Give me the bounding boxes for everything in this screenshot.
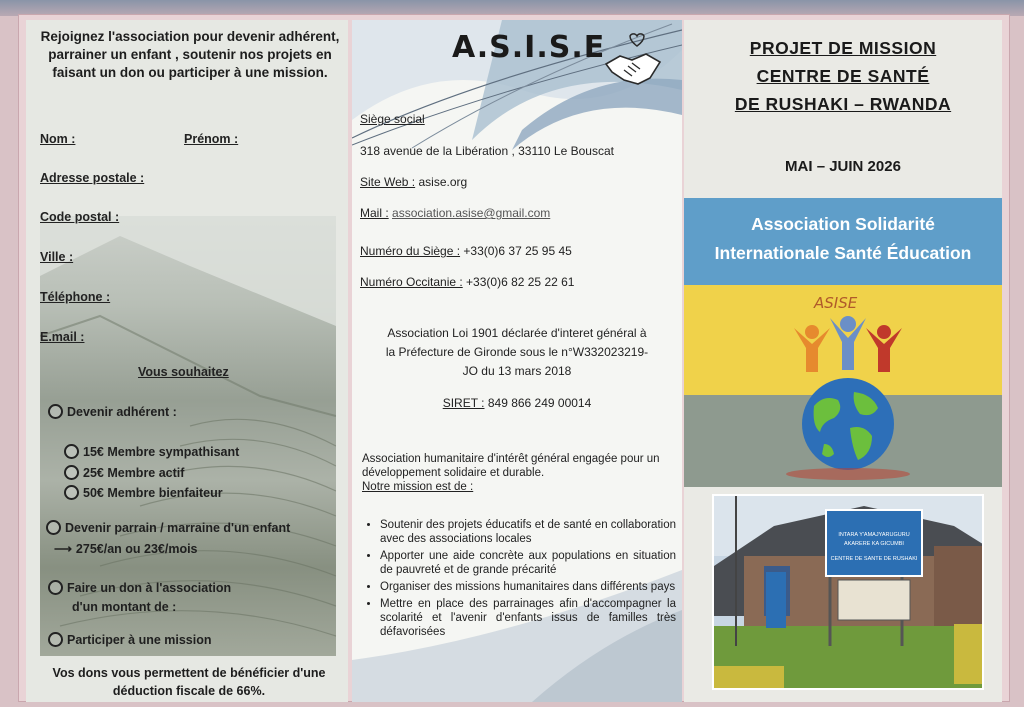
asise-logo-text: A.S.I.S.E <box>452 30 606 65</box>
radio-circle-icon <box>48 580 63 595</box>
radio-circle-icon <box>64 485 79 500</box>
prenom-label: Prénom : <box>184 132 239 146</box>
option-membre-actif[interactable] <box>64 465 184 480</box>
nom-label: Nom : <box>40 132 76 146</box>
assoc-legal-line3: JO du 13 mars 2018 <box>462 364 572 378</box>
option-don[interactable] <box>48 580 231 595</box>
option-adherent[interactable] <box>48 404 177 419</box>
option-adherent-label: Devenir adhérent : <box>67 404 177 419</box>
option-m3-label: 50€ Membre bienfaiteur <box>83 485 223 500</box>
asise-logo-label: ASISE <box>814 294 858 312</box>
telephone-label: Téléphone : <box>40 290 111 304</box>
option-mission-label: Participer à une mission <box>67 632 212 647</box>
arrow-right-icon: ⟶ <box>54 542 72 556</box>
project-title <box>684 34 1002 118</box>
siret-line <box>362 394 672 413</box>
num-siege-label: Numéro du Siège : <box>360 244 461 258</box>
list-item: • Mettre en place des parrainages afin d'accompagner la scolarité et l'avenir d'enfants issus de familles très défavorisées <box>380 597 676 639</box>
assoc-name-line2: Internationale Santé Éducation <box>714 243 972 263</box>
project-title-line3: DE RUSHAKI – RWANDA <box>734 94 952 114</box>
site-web-line <box>360 175 467 189</box>
option-parrain-label: Devenir parrain / marraine d'un enfant <box>65 520 291 535</box>
ville-label: Ville : <box>40 250 74 264</box>
radio-circle-icon <box>48 632 63 647</box>
num-occitanie-line <box>360 275 574 289</box>
association-name-band <box>684 198 1002 285</box>
site-link[interactable]: asise.org <box>418 175 468 189</box>
wish-title: Vous souhaitez <box>138 365 229 379</box>
option-m2-label: 25€ Membre actif <box>83 465 185 480</box>
radio-circle-icon <box>46 520 61 535</box>
siret-label: SIRET : <box>442 396 485 410</box>
num-occ-label: Numéro Occitanie : <box>360 275 463 289</box>
contact-panel <box>352 20 682 702</box>
list-item: • Organiser des missions humanitaires dans différents pays <box>380 580 676 594</box>
mission-block <box>362 452 680 494</box>
adresse-label: Adresse postale : <box>40 171 145 185</box>
health-center-image <box>714 496 984 690</box>
option-membre-bienfaiteur[interactable] <box>64 485 223 500</box>
mission-title: Notre mission est de : <box>362 481 474 493</box>
project-panel <box>684 20 1002 702</box>
assoc-name-line1: Association Solidarité <box>751 214 935 234</box>
membership-panel <box>26 20 348 702</box>
option-m1-label: 15€ Membre sympathisant <box>83 444 240 459</box>
handshake-heart-icon <box>602 30 664 90</box>
assoc-legal-block <box>362 324 672 381</box>
siret-value: 849 866 249 00014 <box>487 396 592 410</box>
mail-line <box>360 206 550 220</box>
parrain-amount <box>54 541 198 556</box>
asise-globe-logo <box>774 288 924 484</box>
don-amount-label: d'un montant de : <box>72 600 177 614</box>
radio-circle-icon <box>48 404 63 419</box>
tax-deduction-note: Vos dons vous permettent de bénéficier d'une déduction fiscale de 66%. <box>52 666 326 698</box>
list-item: • Soutenir des projets éducatifs et de santé en collaboration avec des associations locales <box>380 518 676 546</box>
mission-intro: Association humanitaire d'intérêt général engagée pour un développement solidaire et durable. <box>362 453 660 479</box>
num-siege-line <box>360 244 572 258</box>
list-item: • Apporter une aide concrète aux populations en situation de pauvreté et de grande précarité <box>380 549 676 577</box>
mail-label: Mail : <box>360 206 389 220</box>
option-membre-sympathisant[interactable] <box>64 444 239 459</box>
sign-line1: INTARA Y'AMAJYARUGURU <box>838 532 910 538</box>
radio-circle-icon <box>64 465 79 480</box>
site-label: Site Web : <box>360 175 416 189</box>
num-siege-value: +33(0)6 37 25 95 45 <box>463 244 572 258</box>
radio-circle-icon <box>64 444 79 459</box>
sign-line3: CENTRE DE SANTE DE RUSHAKI <box>830 556 918 562</box>
project-title-line1: PROJET DE MISSION <box>749 38 937 58</box>
assoc-legal-line1: Association Loi 1901 déclarée d'interet général à <box>387 326 647 340</box>
option-parrain[interactable] <box>46 520 290 535</box>
parrain-amount-label: 275€/an ou 23€/mois <box>75 541 198 556</box>
mail-link[interactable]: association.asise@gmail.com <box>392 206 551 220</box>
project-title-line2: CENTRE DE SANTÉ <box>756 66 930 86</box>
address-text: 318 avenue de la Libération , 33110 Le Bouscat <box>360 144 614 158</box>
num-occ-value: +33(0)6 82 25 22 61 <box>466 275 575 289</box>
membership-heading: Rejoignez l'association pour devenir adhérent, parrainer un enfant , soutenir nos projets en faisant un don ou participer à une mission. <box>40 29 340 80</box>
code-postal-label: Code postal : <box>40 210 120 224</box>
project-date: MAI – JUIN 2026 <box>785 158 901 175</box>
health-center-photo <box>712 494 984 690</box>
sign-line2: AKARERE KA GICUMBI <box>844 541 904 547</box>
option-don-label: Faire un don à l'association <box>67 580 232 595</box>
siege-label: Siège social <box>360 112 425 126</box>
assoc-legal-line2: la Préfecture de Gironde sous le n°W332023219- <box>385 345 649 359</box>
mission-list <box>360 518 676 642</box>
option-mission[interactable] <box>48 632 212 647</box>
email-label: E.mail : <box>40 330 85 344</box>
